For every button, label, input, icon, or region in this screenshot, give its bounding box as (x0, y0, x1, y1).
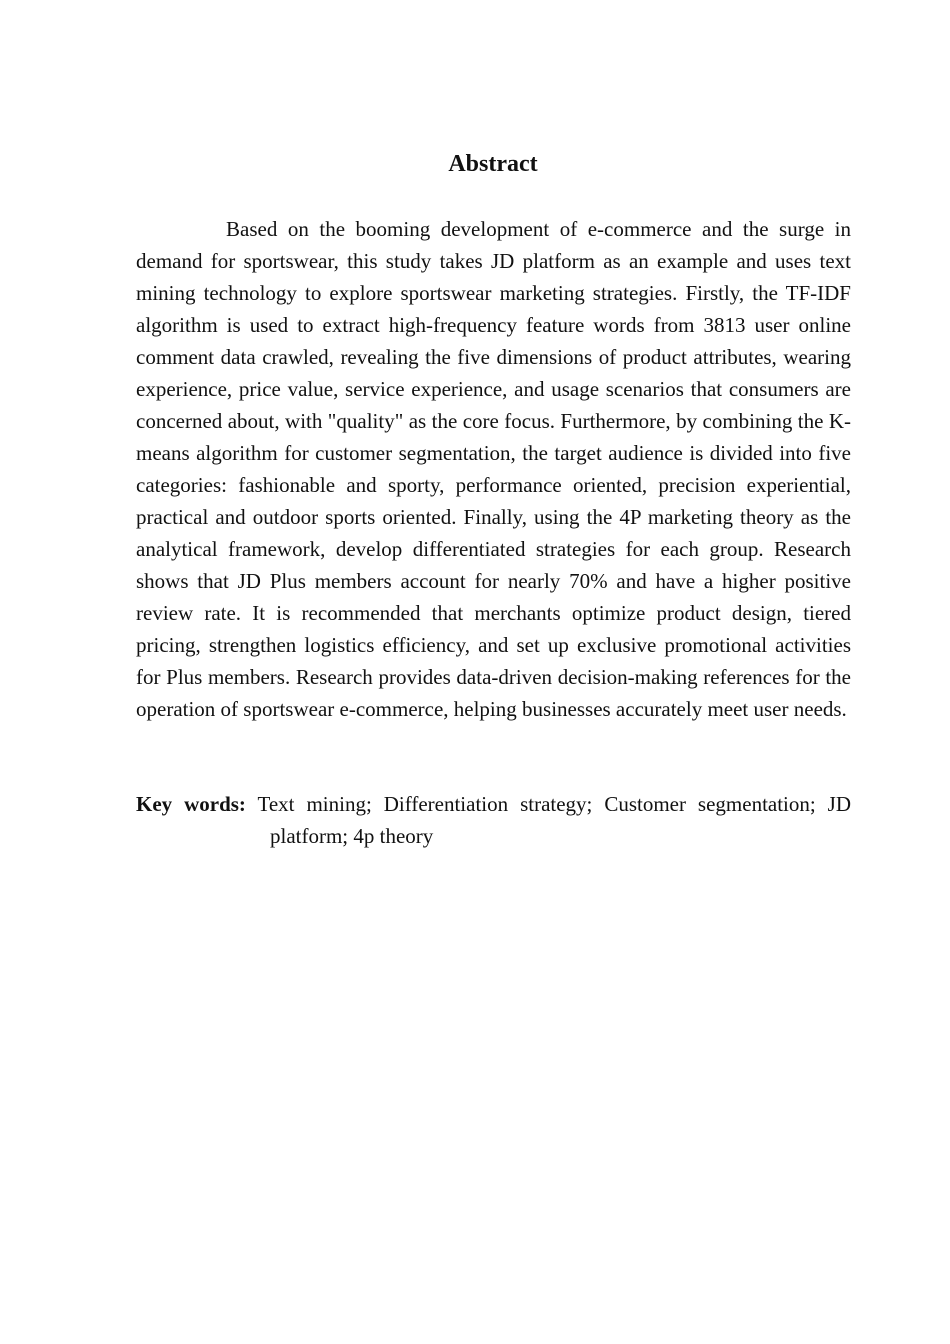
abstract-title: Abstract (448, 151, 538, 177)
keywords-line (136, 788, 851, 852)
abstract-paragraph: Based on the booming development of e-commerce and the surge in demand for sportswear, this study takes JD platform as an example and uses text mining technology to explore sportswear marketing strategies. Firstly, the TF-IDF algorithm is used to extract high-frequency feature words from 3813 user online comment data crawled, revealing the five dimensions of product attributes, wearing experience, price value, service experience, and usage scenarios that consumers are concerned about, with "quality" as the core focus. Furthermore, by combining the K-means algorithm for customer segmentation, the target audience is divided into five categories: fashionable and sporty, performance oriented, precision experiential, practical and outdoor sports oriented. Finally, using the 4P marketing theory as the analytical framework, develop differentiated strategies for each group. Research shows that JD Plus members account for nearly 70% and have a higher positive review rate. It is recommended that merchants optimize product design, tiered pricing, strengthen logistics efficiency, and set up exclusive promotional activities for Plus members. Research provides data-driven decision-making references for the operation of sportswear e-commerce, helping businesses accurately meet user needs. (136, 217, 851, 721)
keywords-text: Text mining; Differentiation strategy; Customer segmentation; JD platform; 4p theory (257, 792, 851, 848)
keywords-label: Key words: (136, 792, 246, 816)
